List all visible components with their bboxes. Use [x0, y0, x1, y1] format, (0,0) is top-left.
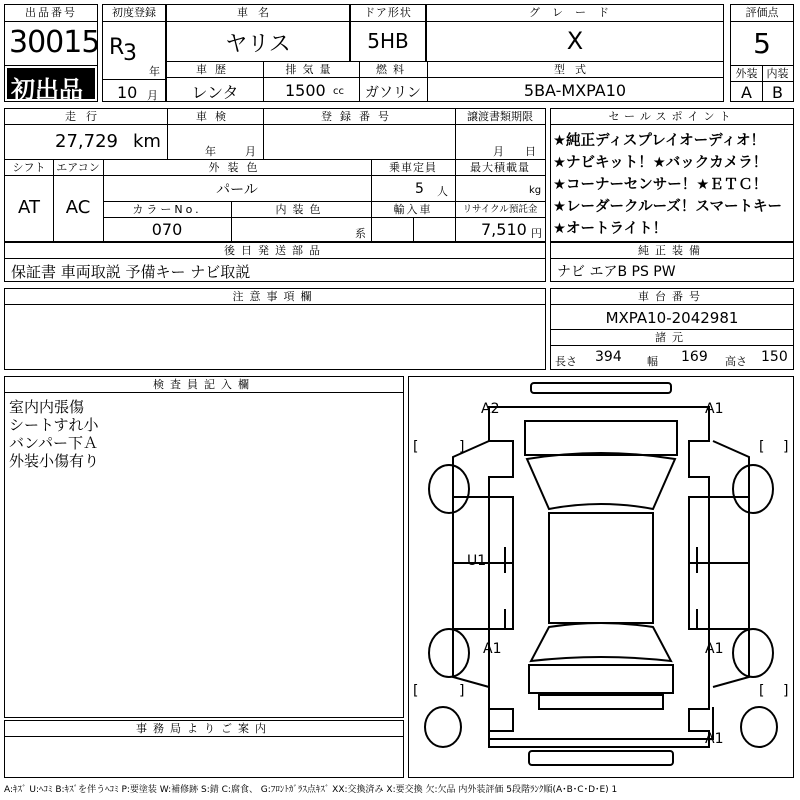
first-registration-box	[102, 4, 166, 102]
length: 394	[595, 349, 622, 365]
sales-point-line: ★ナビキット！★バックカメラ！	[553, 155, 768, 171]
lot-number-label: 出品番号	[25, 6, 77, 19]
damage-mark-right-rear: A1	[705, 641, 724, 657]
era: R	[109, 35, 125, 60]
bracket-mark: [	[413, 439, 419, 455]
recycle-fee: 7,510	[481, 220, 527, 239]
fuel: ガソリン	[365, 85, 421, 101]
ac: AC	[65, 197, 91, 218]
load-label: 最大積載量	[470, 161, 530, 174]
damage-mark-front-left: A2	[481, 401, 500, 417]
bracket-mark: [	[413, 683, 419, 699]
trunk	[529, 665, 673, 693]
wheel-rear-left	[429, 629, 469, 677]
capacity-label: 乗車定員	[389, 161, 437, 174]
color-number: 070	[151, 220, 183, 239]
genuine-equipment: ナビ エアB PS PW	[557, 264, 676, 280]
car-body-diagram	[409, 377, 793, 777]
displacement-label: 排気量	[285, 63, 337, 76]
int-color-unit: 系	[355, 227, 366, 240]
chassis-box	[550, 288, 794, 370]
door-box	[350, 4, 426, 62]
wheel-spare-right	[741, 707, 777, 747]
inspector-box	[4, 376, 404, 718]
model: 5BA-MXPA10	[523, 81, 627, 100]
month-unit: 月	[147, 89, 158, 102]
score: 5	[753, 27, 771, 60]
transfer-day-unit: 日	[525, 145, 536, 158]
year: 3	[123, 41, 137, 66]
details-table	[4, 108, 546, 242]
bracket-mark: ]	[459, 439, 465, 455]
chassis-number: MXPA10-2042981	[605, 309, 739, 327]
lot-number: 30015	[9, 25, 100, 60]
bracket-mark: [	[759, 683, 765, 699]
interior-grade: B	[772, 83, 783, 102]
recycle-label: リサイクル預託金	[462, 204, 538, 215]
load-unit: kg	[529, 185, 542, 196]
windshield	[527, 453, 675, 509]
history: レンタ	[191, 83, 239, 102]
bracket-mark: [	[759, 439, 765, 455]
width-label: 幅	[647, 355, 658, 368]
mileage-label: 走行	[65, 110, 107, 123]
spec-label: 諸元	[655, 331, 689, 344]
month: 10	[117, 83, 138, 102]
car-diagram-box	[408, 376, 794, 778]
shift: AT	[18, 197, 40, 218]
length-label: 長さ	[555, 355, 577, 368]
ac-label: エアコン	[56, 161, 100, 174]
right-rear-fender	[713, 629, 749, 687]
inspector-note: シートすれ小	[9, 416, 99, 434]
damage-mark-front-right: A1	[705, 401, 724, 417]
sales-points-label: セールスポイント	[608, 110, 736, 123]
width: 169	[681, 349, 708, 365]
transfer-month-unit: 月	[493, 145, 504, 158]
inspector-label: 検査員記入欄	[153, 378, 255, 391]
model-label: 型式	[554, 63, 596, 76]
inspector-note: バンパー下Ａ	[9, 434, 98, 452]
notes-box	[4, 288, 546, 370]
fuel-label: 燃料	[376, 63, 410, 76]
spec-row	[166, 61, 724, 102]
car-name-label: 車名	[237, 6, 279, 19]
int-color-label: 内装色	[275, 203, 327, 216]
score-box	[730, 4, 794, 102]
sales-points-box	[550, 108, 794, 242]
wheel-rear-right	[733, 629, 773, 677]
later-parts-box	[4, 242, 546, 282]
rear-bumper	[539, 695, 663, 709]
displacement-unit: cc	[333, 86, 344, 97]
insp-month-unit: 月	[245, 145, 256, 158]
later-parts: 保証書 車両取説 予備キー ナビ取説	[11, 263, 251, 281]
sales-point-line: ★純正ディスプレイオーディオ！	[553, 133, 765, 149]
damage-mark-left-rear: A1	[483, 641, 502, 657]
mileage: 27,729	[55, 131, 118, 152]
roof	[549, 513, 653, 623]
sales-point-line: ★コーナーセンサー！★ＥＴＣ！	[553, 177, 768, 193]
lot-number-box	[4, 4, 98, 102]
inspection-label: 車検	[196, 110, 234, 123]
car-name: ヤリス	[225, 32, 291, 57]
wheel-spare-left	[425, 707, 461, 747]
height-label: 高さ	[725, 355, 747, 368]
door-type: 5HB	[367, 29, 409, 53]
hood	[525, 421, 677, 455]
bracket-mark: ]	[783, 439, 789, 455]
exterior-label: 外装	[735, 67, 758, 80]
exterior-grade: A	[741, 83, 752, 102]
capacity-unit: 人	[437, 185, 448, 198]
color-label: 外装色	[208, 161, 266, 174]
inspector-note: 室内内張傷	[9, 398, 85, 416]
left-rear-fender	[453, 629, 489, 687]
door-label: ドア形状	[364, 6, 412, 19]
history-label: 車歴	[196, 63, 234, 76]
mileage-unit: km	[133, 131, 161, 152]
recycle-unit: 円	[531, 227, 542, 240]
year-unit: 年	[149, 65, 160, 78]
sales-point-line: ★レーダークルーズ！スマートキー	[553, 199, 783, 215]
bracket-mark: ]	[459, 683, 465, 699]
car-name-box	[166, 4, 350, 62]
sales-point-line: ★オートライト！	[553, 221, 668, 237]
rear-bumper-strip	[529, 751, 673, 765]
reg-no-label: 登録番号	[321, 110, 397, 123]
grade: X	[566, 27, 584, 55]
insp-year-unit: 年	[205, 145, 216, 158]
import-label: 輸入車	[393, 203, 433, 216]
wheel-front-right	[733, 465, 773, 513]
front-bumper-strip	[531, 383, 671, 393]
later-parts-label: 後日発送部品	[224, 244, 326, 257]
genuine-equipment-label: 純正装備	[638, 244, 706, 257]
rear-hatch	[489, 707, 713, 739]
bracket-mark: ]	[783, 683, 789, 699]
damage-mark-rear-bumper: A1	[705, 731, 724, 747]
genuine-equipment-box	[550, 242, 794, 282]
exterior-color: パール	[216, 182, 258, 198]
displacement: 1500	[285, 81, 326, 100]
interior-label: 内装	[766, 67, 789, 80]
color-no-label: カラーNo.	[132, 203, 202, 216]
score-label: 評価点	[745, 6, 779, 19]
inspector-note: 外装小傷有り	[9, 452, 100, 470]
chassis-label: 車台番号	[638, 290, 706, 303]
grade-box	[426, 4, 724, 62]
wheel-front-left	[429, 465, 469, 513]
legend-text: A:ｷｽﾞ U:ﾍｺﾐ B:ｷｽﾞを伴うﾍｺﾐ P:要塗装 W:補修跡 S:錆 C:腐食、 G:ﾌﾛﾝﾄｶﾞﾗｽ点ｷｽﾞ XX:交換済み X:要交換 欠:欠品 内外装評価 5段階ﾗﾝｸ順(A･B･C･D･E) 1	[4, 785, 618, 795]
first-registration-label: 初度登録	[112, 6, 156, 19]
shift-label: シフト	[12, 161, 46, 174]
height: 150	[761, 349, 788, 365]
office-label: 事務局よりご案内	[136, 722, 272, 735]
first-listing-text: 初出品	[11, 76, 83, 104]
capacity: 5	[415, 181, 424, 197]
office-box	[4, 720, 404, 778]
grade-label: グレード	[529, 6, 621, 19]
damage-mark-left-door: U1	[467, 553, 487, 569]
transfer-label: 譲渡書類期限	[467, 110, 533, 123]
right-front-fender	[713, 441, 749, 497]
rear-window	[531, 623, 671, 661]
notes-label: 注意事項欄	[232, 290, 318, 303]
